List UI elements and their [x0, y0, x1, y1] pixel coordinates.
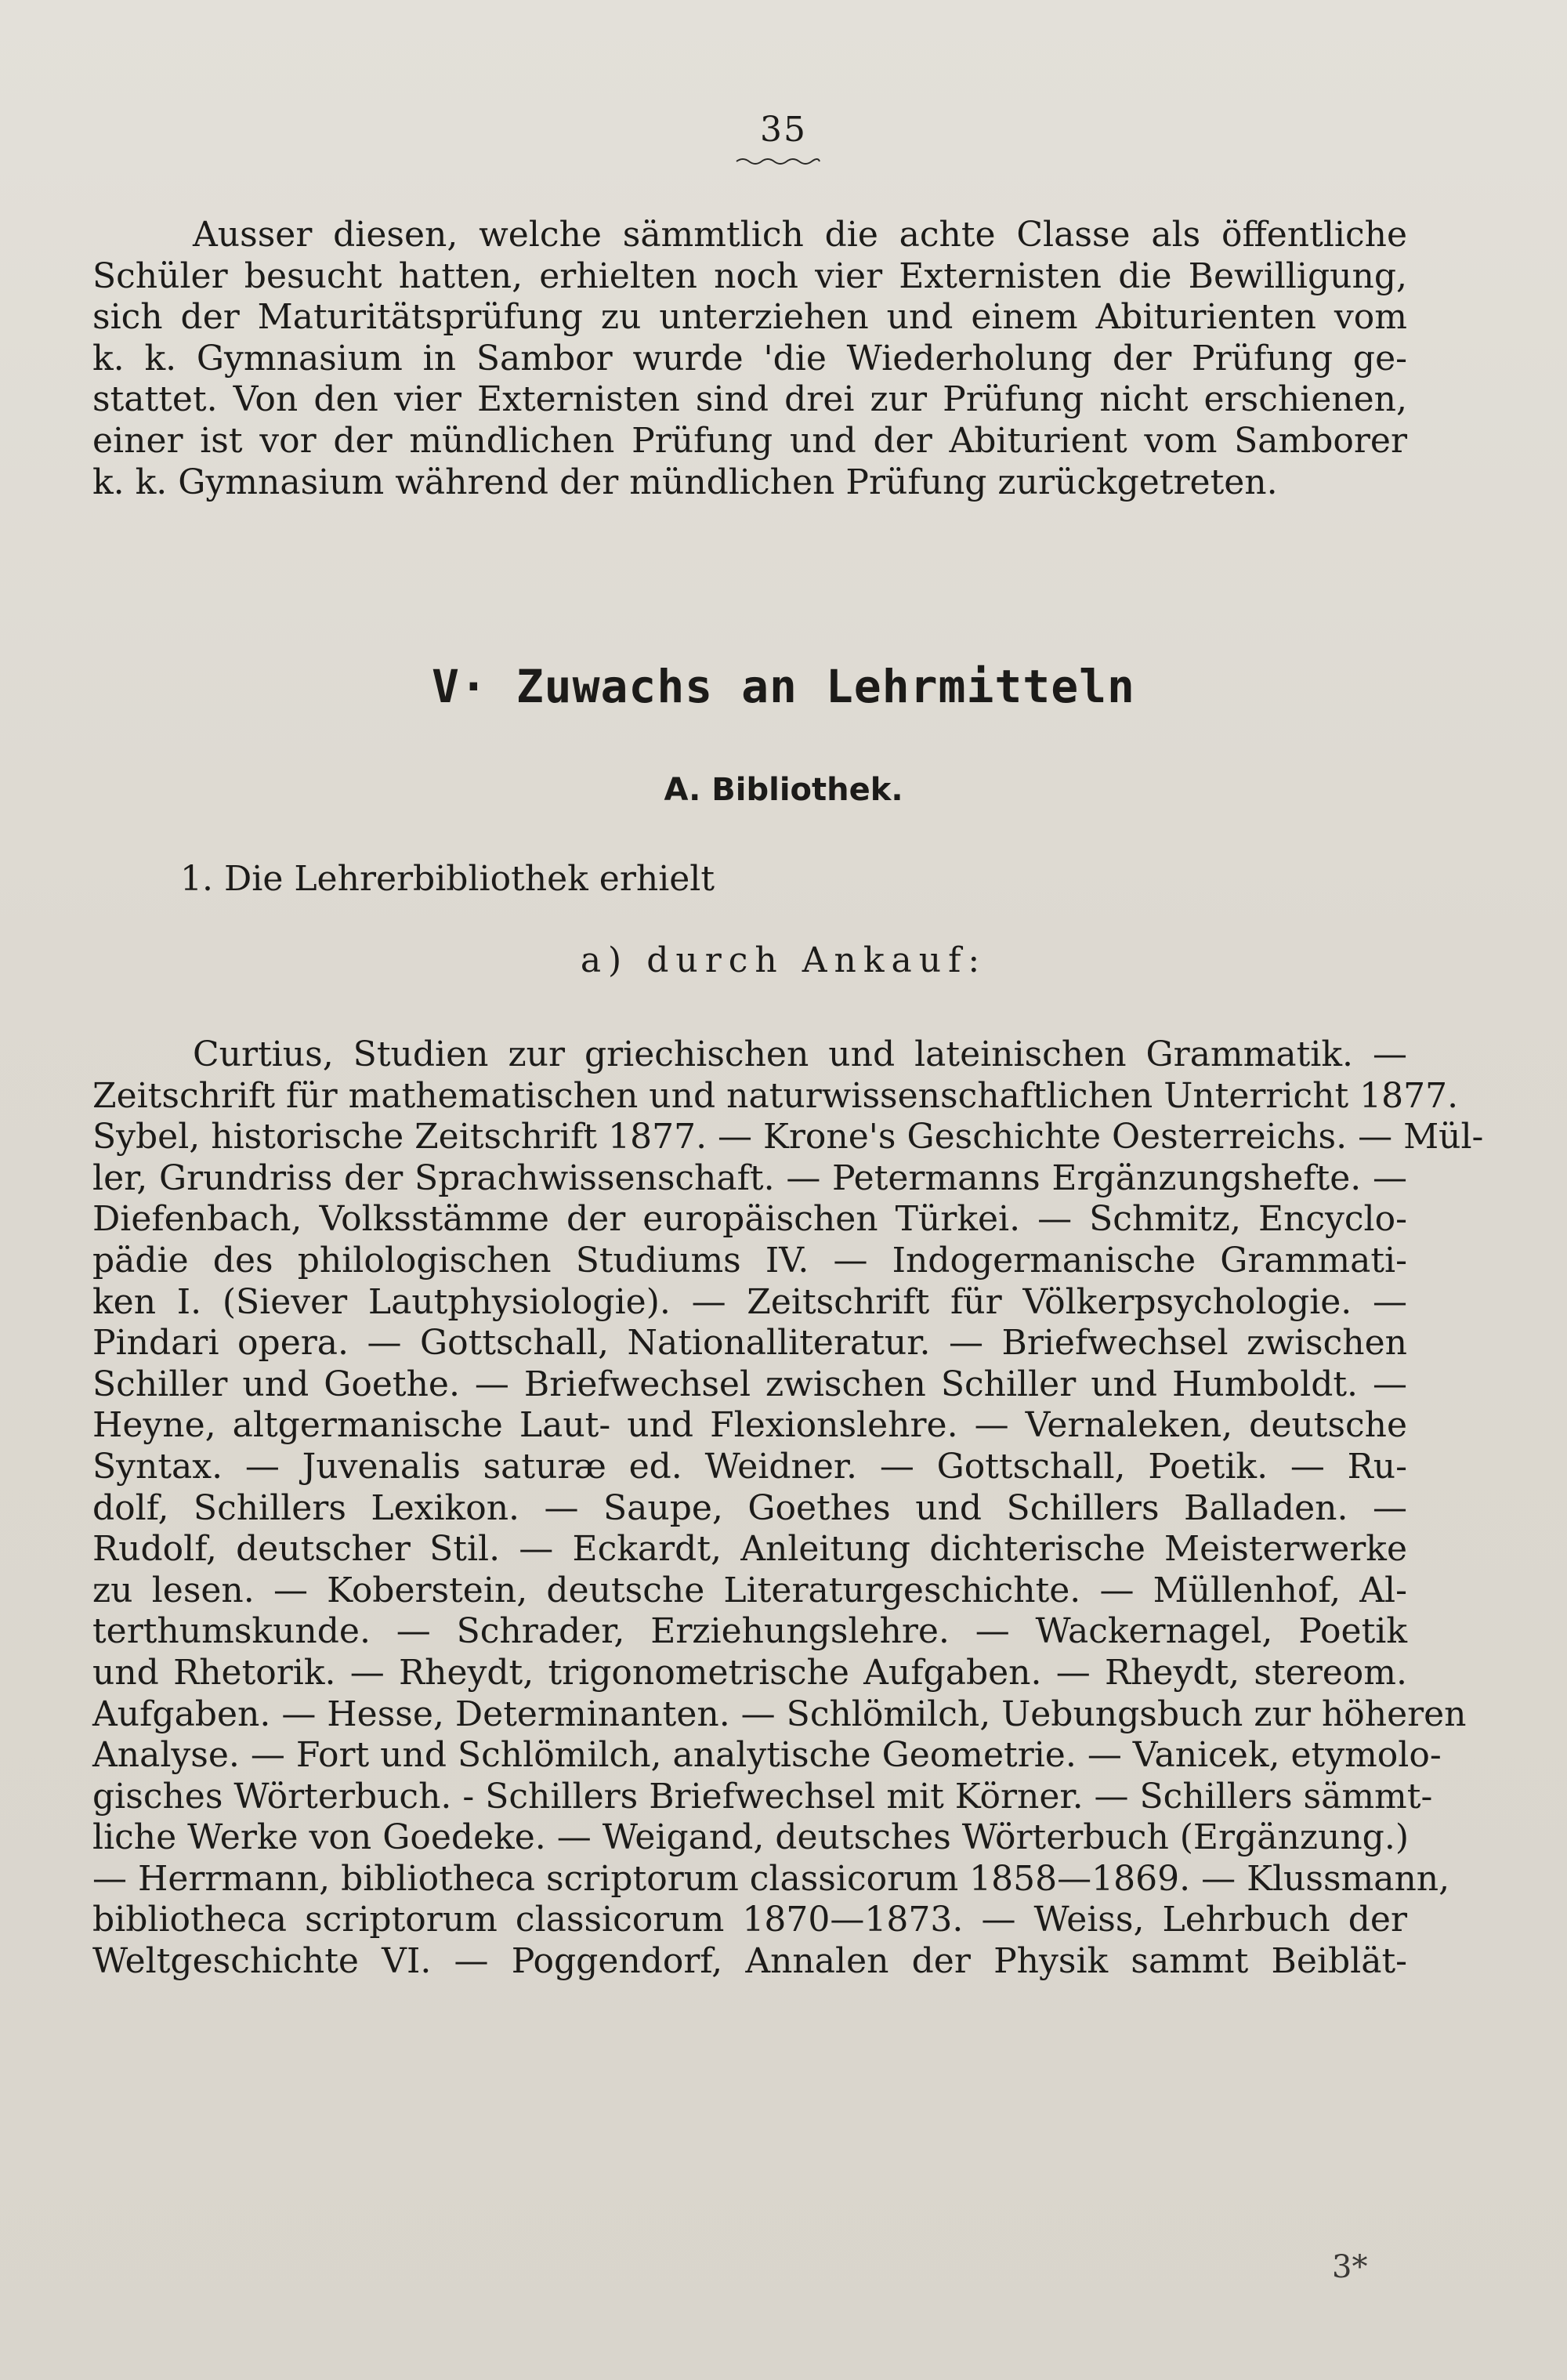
text-line: k. k. Gymnasium in Sambor wurde 'die Wiederholung der Prüfung ge-: [92, 338, 1407, 379]
text-line: Schüler besucht hatten, erhielten noch vier Externisten die Bewilligung,: [92, 255, 1407, 296]
text-line: Pindari opera. — Gottschall, Nationalliteratur. — Briefwechsel zwischen: [92, 1323, 1407, 1364]
text-line: Schiller und Goethe. — Briefwechsel zwischen Schiller und Humboldt. —: [92, 1364, 1407, 1404]
text-line: Aufgaben. — Hesse, Determinanten. — Schlömilch, Uebungsbuch zur höheren: [92, 1694, 1467, 1734]
text-line: gisches Wörterbuch. - Schillers Briefwechsel mit Körner. — Schillers sämmt-: [92, 1776, 1433, 1817]
text-line: Sybel, historische Zeitschrift 1877. — Krone's Geschichte Oesterreichs. — Mül-: [92, 1117, 1484, 1157]
text-line: und Rhetorik. — Rheydt, trigonometrische Aufgaben. — Rheydt, stereom.: [92, 1652, 1407, 1693]
text-line: liche Werke von Goedeke. — Weigand, deutsches Wörterbuch (Ergänzung.): [92, 1817, 1409, 1858]
list-item: 1. Die Lehrerbibliothek erhielt: [180, 859, 715, 899]
text-line: terthumskunde. — Schrader, Erziehungslehre. — Wackernagel, Poetik: [92, 1611, 1407, 1652]
text-line: — Herrmann, bibliotheca scriptorum classicorum 1858—1869. — Klussmann,: [92, 1858, 1450, 1899]
text-line: Rudolf, deutscher Stil. — Eckardt, Anleitung dichterische Meisterwerke: [92, 1529, 1407, 1570]
text-line: sich der Maturitätsprüfung zu unterziehen und einem Abiturienten vom: [92, 297, 1407, 338]
text-line: bibliotheca scriptorum classicorum 1870—1873. — Weiss, Lehrbuch der: [92, 1900, 1407, 1940]
text-line: Weltgeschichte VI. — Poggendorf, Annalen der Physik sammt Beiblät-: [92, 1941, 1407, 1982]
text-line: stattet. Von den vier Externisten sind drei zur Prüfung nicht erschienen,: [92, 379, 1407, 420]
acquisition-heading: a) durch Ankauf:: [580, 940, 987, 980]
section-heading: V· Zuwachs an Lehrmitteln: [432, 660, 1135, 713]
text-line: Ausser diesen, welche sämmtlich die achte Classe als öffentliche: [193, 215, 1407, 255]
text-line: zu lesen. — Koberstein, deutsche Literaturgeschichte. — Müllenhof, Al-: [92, 1570, 1407, 1610]
book-list-paragraph: [92, 1034, 1484, 1983]
text-line: Heyne, altgermanische Laut- und Flexionslehre. — Vernaleken, deutsche: [92, 1405, 1407, 1446]
text-line: pädie des philologischen Studiums IV. — Indogermanische Grammati-: [92, 1240, 1407, 1281]
ornament-flourish: [735, 155, 821, 172]
sub-heading: A. Bibliothek.: [664, 772, 903, 808]
text-line: einer ist vor der mündlichen Prüfung und der Abiturient vom Samborer: [92, 420, 1407, 461]
intro-paragraph: [92, 215, 1407, 503]
text-line: Diefenbach, Volksstämme der europäischen Türkei. — Schmitz, Encyclo-: [92, 1199, 1407, 1240]
signature-mark: 3*: [1332, 2249, 1368, 2285]
text-line: Curtius, Studien zur griechischen und lateinischen Grammatik. —: [193, 1034, 1407, 1074]
text-line: k. k. Gymnasium während der mündlichen Prüfung zurückgetreten.: [92, 462, 1278, 502]
page-number: 35: [760, 110, 807, 150]
text-line: ler, Grundriss der Sprachwissenschaft. — Petermanns Ergänzungshefte. —: [92, 1157, 1407, 1198]
text-line: Analyse. — Fort und Schlömilch, analytische Geometrie. — Vanicek, etymolo-: [92, 1735, 1442, 1776]
text-line: dolf, Schillers Lexikon. — Saupe, Goethes und Schillers Balladen. —: [92, 1487, 1407, 1528]
text-line: ken I. (Siever Lautphysiologie). — Zeitschrift für Völkerpsychologie. —: [92, 1281, 1407, 1322]
text-line: Zeitschrift für mathematischen und naturwissenschaftlichen Unterricht 1877.: [92, 1075, 1459, 1116]
text-line: Syntax. — Juvenalis saturæ ed. Weidner. — Gottschall, Poetik. — Ru-: [92, 1446, 1407, 1487]
